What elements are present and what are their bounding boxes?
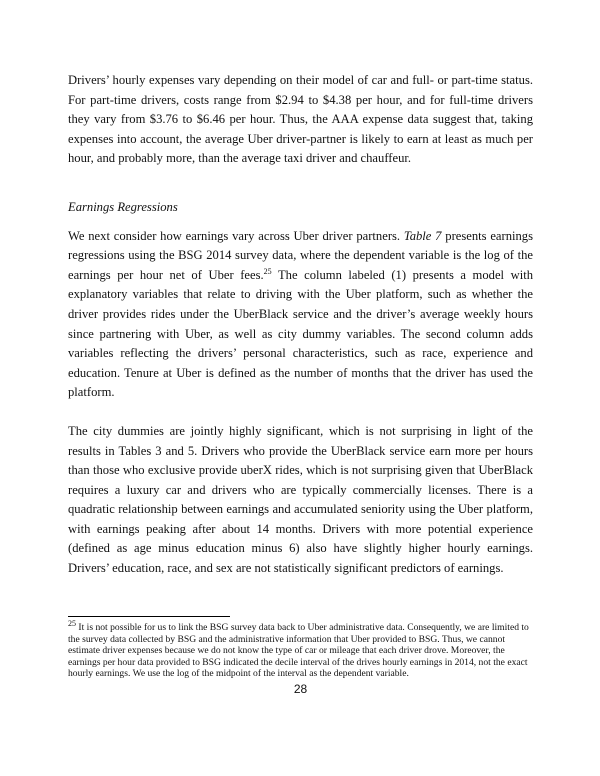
footnote-marker: 25 [263,266,272,276]
paragraph-results: The city dummies are jointly highly significant, which is not surprising in light of the results in Tables 3 and 5. Drivers who provide the UberBlack service earn more per hours than those who exclusive provide uberX rides, which is not surprising given that UberBlack requires a luxury car and drivers who are typically commercially licenses. There is a quadratic relationship between earnings and accumulated seniority using the Uber platform, with earnings peaking after about 14 months. Drivers with more potential experience (defined as age minus education minus 6) also have slightly higher hourly earnings. Drivers’ education, race, and sex are not statistically significant predictors of earnings. [68,423,533,576]
paragraph-expenses: Drivers’ hourly expenses vary depending on their model of car and full- or part-time status. For part-time drivers, costs range from $2.94 to $4.38 per hour, and for full-time drivers they vary from $3.76 to $6.46 per hour. Thus, the AAA expense data suggest that, taking expenses into account, the average Uber driver-partner is likely to earn at least as much per hour, and probably more, than the average taxi driver and chauffeur. [68,73,533,166]
text: We next consider how earnings vary across Uber driver partners. [68,228,404,243]
footnote-divider [68,616,230,617]
footnote-number: 25 [68,618,76,628]
table-reference: Table 7 [403,228,442,243]
footnote-area [68,600,533,696]
paragraph-regressions [68,227,533,403]
section-heading: Earnings Regressions [68,199,178,214]
text: presents earnings regressions using the BSG 2014 survey data, where the dependent variable is the log of the earnings per hour net of Uber fees. [68,228,533,282]
text: The column labeled (1) presents a model with explanatory variables that relate to driving with the Uber platform, such as whether the driver provides rides under the UberBlack service and the driver’s average weekly hours since partnering with Uber, as well as city dummy variables. The second column adds variables reflecting the drivers’ personal characteristics, such as race, experience and education. Tenure at Uber is defined as the number of months that the driver has used the platform. [68,267,533,400]
footnote-text: It is not possible for us to link the BSG survey data back to Uber administrative data. Consequently, we are limited to the survey data collected by BSG and the administrative information that Uber provided to BSG. Thus, we cannot estimate driver expenses because we do not know the type of car or mileage that each driver drove. Moreover, the earnings per hour data provided to BSG indicated the decile interval of the drives hourly earnings in 2014, not the exact hourly earnings. We use the log of the midpoint of the interval as the dependent variable. [68,622,529,680]
footnote [68,618,533,680]
page-number: 28 [293,682,308,696]
